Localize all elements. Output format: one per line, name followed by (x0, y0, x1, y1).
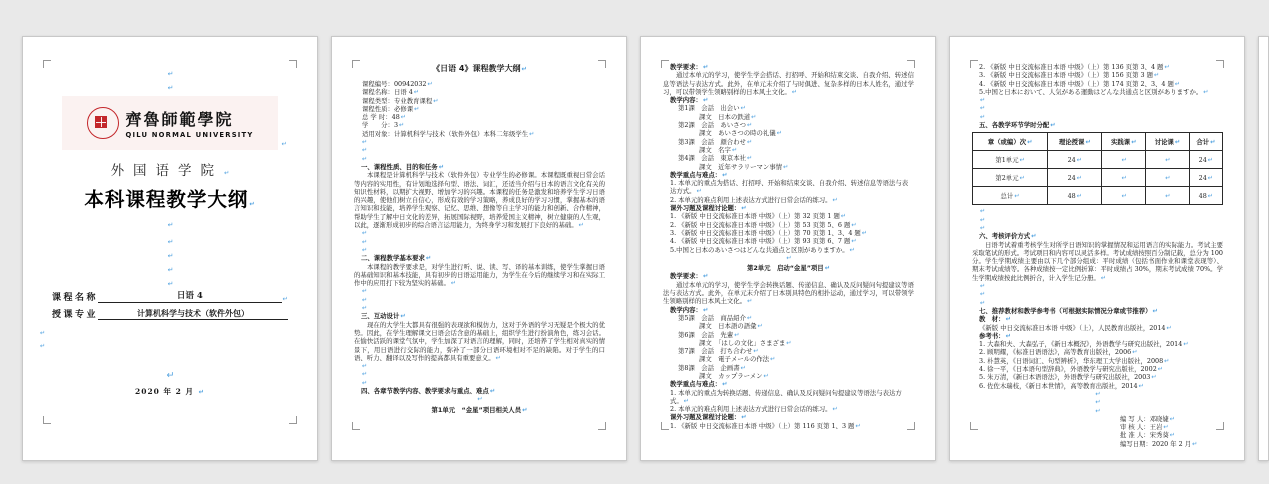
list-item: 5.中国と日本のあいさつはどんな共通点と区別がありますか。↵ (670, 245, 856, 254)
paragraph-mark-icon: ↵ (1207, 173, 1214, 182)
page-2-syllabus[interactable] (331, 36, 627, 461)
paragraph-mark-icon: ↵ (1005, 331, 1011, 340)
table-cell (1102, 187, 1146, 205)
paragraph-mark-icon: ↵ (167, 280, 174, 288)
paragraph-mark-icon: ↵ (746, 121, 753, 130)
section-heading: 一、课程性质、目的和任务↵ (361, 162, 445, 171)
paragraph-mark-icon: ↵ (763, 371, 769, 380)
course-name-value: 日语 4 (98, 291, 282, 303)
paragraph-mark-icon: ↵ (849, 245, 856, 254)
university-logo (62, 96, 287, 150)
section-heading: 课外习题及课程讨论题：↵ (670, 413, 747, 422)
course-info-line: 课程性质：必修课↵ (362, 104, 420, 113)
paragraph-mark-icon: ↵ (1165, 173, 1171, 182)
cover-content (23, 37, 317, 460)
lesson-text-line: 課文 近年サラリーマン事情↵ (699, 162, 789, 171)
section-heading: 教学要求：↵ (670, 63, 709, 71)
paragraph-mark-icon: ↵ (740, 104, 746, 113)
paragraph-mark-icon: ↵ (40, 329, 46, 337)
paragraph-mark-icon: ↵ (167, 266, 174, 274)
paragraph-mark-icon: ↵ (399, 121, 405, 130)
paragraph-mark-line (354, 287, 605, 295)
table-row (973, 169, 1223, 187)
paragraph: 通过本单元的学习，使学生学会搭话、打招呼、开始和结束交谈、自我介绍、转述信息等语法与表达方式。此外，在单元末介绍了与时俱进、复杂多样的日本人姓名，通过学习，可以带领学生领略别样的日本风土文化。↵ (663, 71, 914, 96)
paragraph-mark-icon: ↵ (1207, 155, 1214, 164)
lesson-text-line: 課文 「はしの文化」さまざま↵ (699, 338, 792, 347)
signature-line: 编写日期：2020 年 2 月↵ (1120, 439, 1198, 448)
paragraph-mark-icon: ↵ (1095, 389, 1101, 398)
table-cell: 第1单元↵ (973, 151, 1048, 169)
university-name-en: QILU NORMAL UNIVERSITY (125, 131, 254, 139)
paragraph-mark-line (972, 398, 1223, 406)
list-item: 4. 《新版 中日交流标准日本语 中级》（上）第 174 页第 2、3、4 题↵ (979, 79, 1181, 88)
paragraph-mark-icon: ↵ (786, 253, 792, 262)
lesson-line: 第4課 会話 東京本社↵ (678, 154, 753, 163)
paragraph-mark-icon: ↵ (1050, 121, 1056, 130)
paragraph-mark-icon: ↵ (425, 254, 432, 263)
list-item: 《新版 中日交流标准日本语 中级》（上），人民教育出版社，2014↵ (979, 323, 1172, 332)
lesson-text-line: 課文 名字↵ (699, 145, 738, 154)
university-name-cn: 齊魯師範學院 (125, 110, 234, 129)
section-heading: 教 材：↵ (979, 315, 1011, 324)
paragraph-mark-icon: ↵ (450, 279, 457, 288)
list-item: 3. 《新版 中日交流标准日本语 中级》（上）第 70 页第 1、3、4 题↵ (670, 228, 868, 237)
lesson-line: 第5課 会話 商品紹介↵ (678, 313, 753, 322)
signature-line: 批 准 人：宋秀葵↵ (1120, 431, 1176, 440)
paragraph-mark-icon: ↵ (1165, 155, 1171, 164)
major-field (52, 303, 288, 320)
paragraph-mark-icon: ↵ (746, 154, 753, 163)
paragraph-mark-line (23, 271, 317, 288)
paragraph-mark-icon: ↵ (1019, 174, 1025, 183)
paragraph-mark-line (23, 212, 317, 229)
unit-heading: 第1单元 “金星”项目相关人员↵ (431, 405, 528, 414)
major-value: 计算机科学与技术（软件外包） (98, 308, 288, 320)
paragraph-mark-line (23, 243, 317, 260)
page-3-body (663, 63, 914, 431)
list-item: 5. 朱万清，《新日本语语法》，外语教学与研究出版社，2003↵ (979, 373, 1157, 382)
paragraph-mark-icon: ↵ (824, 264, 831, 273)
paragraph-mark-icon: ↵ (1157, 365, 1164, 374)
paragraph-mark-icon: ↵ (980, 290, 986, 299)
paragraph-mark-line (354, 362, 605, 370)
paragraph: 本课程的教学要求是，对学生进行听、说、读、写、译的基本训练，使学生掌握日语的基础知识和基本技能，具有初步的日语运用能力，为学生在今后的继续学习和在实际工作中的应用打下较为坚实的基础。↵ (354, 262, 605, 288)
paragraph-mark-icon: ↵ (980, 207, 986, 216)
paragraph-mark-line (972, 282, 1223, 290)
paragraph-mark-icon: ↵ (1132, 348, 1138, 357)
paragraph-mark-icon: ↵ (786, 338, 792, 347)
paragraph-mark-icon: ↵ (224, 169, 239, 177)
paragraph-mark-icon: ↵ (980, 112, 986, 121)
paragraph-mark-icon: ↵ (1203, 87, 1209, 96)
lesson-line: 第8課 会話 企画書↵ (678, 363, 746, 372)
section-heading: 教学重点与难点：↵ (670, 170, 728, 179)
paragraph-mark-icon: ↵ (362, 287, 368, 296)
paragraph-mark-icon: ↵ (400, 113, 407, 122)
paragraph-mark-icon: ↵ (1163, 423, 1169, 432)
cover-fields (52, 286, 288, 320)
paragraph-mark-icon: ↵ (1131, 138, 1137, 147)
college-name-text: 外国语学院 (110, 163, 224, 179)
list-item: 4. 徐一平，《日本语句型辞典》，外语教学与研究出版社，2002↵ (979, 365, 1164, 374)
paragraph-mark-icon: ↵ (167, 238, 174, 246)
paragraph-mark-icon: ↵ (529, 129, 535, 138)
paragraph-mark-icon: ↵ (1153, 71, 1160, 80)
page-4-body (972, 63, 1223, 448)
paragraph-mark-icon: ↵ (1169, 414, 1176, 423)
table-cell: 48↵ (1189, 187, 1222, 205)
paragraph-mark-icon: ↵ (696, 187, 702, 196)
paragraph-mark-icon: ↵ (1085, 138, 1091, 147)
paragraph-mark-icon: ↵ (1019, 156, 1025, 165)
paragraph-mark-icon: ↵ (362, 146, 368, 155)
paragraph-mark-icon: ↵ (1005, 315, 1011, 324)
paragraph-mark-line (23, 320, 317, 337)
cover-document-title (23, 184, 317, 212)
lesson-text-line: 課文 日本語の語彙↵ (699, 322, 763, 331)
paragraph-mark-icon: ↵ (522, 405, 528, 414)
paragraph-mark-icon: ↵ (362, 295, 368, 304)
paragraph: 日语考试着重考核学生对所学日语知识的掌握情况和运用语言的实际能力。考试主要采取笔试的形式。考试项目和内容可以灵活多样。考试成绩按照百分制记载，总分为 100 分。学生学期成绩主要由以下几个部分组成：平时成绩（包括书面作业和课堂表现等）、期末考试成绩等。各种成绩按一定比例折算：平时成绩占 30%，期末考试成绩 70%。学生学期成绩按此比例折合，计入学生记分册。↵ (972, 240, 1223, 282)
list-item: 3. 朴慧英，《日语词汇、句型辨析》，华东理工大学出版社，2008↵ (979, 356, 1170, 365)
paragraph-mark-icon: ↵ (495, 353, 501, 362)
paragraph-mark-icon: ↵ (1121, 173, 1127, 182)
table-row (973, 151, 1223, 169)
table-cell (1146, 151, 1190, 169)
course-info-line: 课程名称：日语 4↵ (362, 88, 420, 97)
table-header-cell: 理论授课↵ (1048, 133, 1102, 151)
paragraph-mark-icon: ↵ (747, 297, 753, 306)
paragraph-mark-icon: ↵ (861, 228, 868, 237)
paragraph-mark-line (354, 146, 605, 154)
lesson-text-line: 課文 電子メールの作法↵ (699, 355, 776, 364)
table-cell: 24↵ (1048, 169, 1102, 187)
paragraph-mark-icon: ↵ (702, 272, 709, 281)
paragraph-mark-icon: ↵ (1165, 191, 1171, 200)
paragraph-mark-line (972, 104, 1223, 112)
table-cell (1102, 151, 1146, 169)
paragraph: 本课程是计算机科学与技术（软件外包）专业学生的必修课。本课程既重视日常会话等内容的实用性，有计划地选择句型、语法、词汇，还适当介绍与日本的语言文化有关的知识性材料，以期扩大视野、增加学习的兴趣。本课程的任务是激发和培养学生学习日语的兴趣，使他们树立自信心，形成有效的学习策略，养成良好的学习习惯，掌握基本的语言知识和技能，培养学生观察、记忆、思维、想像等自主学习的能力和创新、合作精神，帮助学生了解中日文化的差异，拓展国际视野，培养爱国主义精神，树立健康的人生观，以此，逐渐形成初步的综合语言运用能力，为终身学习和发展打下良好的基础。↵ (354, 171, 605, 230)
paragraph-mark-line (23, 346, 317, 363)
table-cell: 24↵ (1189, 169, 1222, 187)
paragraph-mark-icon: ↵ (362, 138, 368, 147)
paragraph-mark-line (354, 379, 605, 387)
paragraph-mark-line (663, 254, 914, 262)
paragraph-mark-icon: ↵ (521, 65, 527, 73)
paragraph-mark-icon: ↵ (791, 87, 798, 96)
section-heading: 四、各章节教学内容、教学要求与重点、难点↵ (361, 386, 496, 395)
table-cell: 24↵ (1189, 151, 1222, 169)
paragraph-mark-icon: ↵ (1076, 191, 1083, 200)
lesson-line: 第1課 会話 出会い↵ (678, 104, 746, 113)
paragraph-mark-line (23, 333, 317, 350)
paragraph-mark-icon: ↵ (167, 70, 174, 78)
paragraph-mark-icon: ↵ (1164, 63, 1170, 71)
paragraph-mark-icon: ↵ (1121, 155, 1127, 164)
paragraph-mark-icon: ↵ (1183, 340, 1189, 349)
paragraph-mark-icon: ↵ (1174, 138, 1181, 147)
paragraph-mark-line (972, 207, 1223, 215)
list-item: 2. 本单元的难点利用上述表达方式进行日常会话的练习。↵ (670, 195, 838, 204)
paragraph-mark-icon: ↵ (413, 88, 420, 97)
section-heading: 教学重点与难点：↵ (670, 380, 728, 389)
list-item: 1. 大森和夫、大森弘子，《新日本概況》，外语教学与研究出版社，2014↵ (979, 340, 1189, 349)
paragraph-mark-icon: ↵ (741, 204, 747, 213)
paragraph-mark-icon: ↵ (722, 380, 728, 389)
paragraph-mark-icon: ↵ (832, 405, 838, 414)
paragraph-mark-icon: ↵ (362, 362, 368, 371)
paragraph-mark-line (972, 216, 1223, 224)
paragraph-mark-line (972, 96, 1223, 104)
paragraph-mark-icon: ↵ (980, 282, 986, 291)
paragraph-mark-icon: ↵ (167, 84, 174, 92)
course-info-line: 课程类型：专业教育课程↵ (362, 96, 439, 105)
list-item: 1. 《新版 中日交流标准日本语 中级》（上）第 116 页第 1、3 题↵ (670, 421, 861, 430)
lesson-text-line: 課文 カップラーメン↵ (699, 371, 769, 380)
cover-document-title-text: 本科课程教学大纲 (84, 188, 249, 211)
lesson-line: 第6課 会話 先輩↵ (678, 330, 740, 339)
paragraph-mark-icon: ↵ (1095, 406, 1101, 415)
paragraph-mark-icon: ↵ (400, 312, 406, 321)
table-cell (1146, 187, 1190, 205)
paragraph-mark-icon: ↵ (1100, 273, 1107, 282)
paragraph-mark-icon: ↵ (249, 200, 256, 208)
list-item: 2. 本单元的难点利用上述表达方式进行日常会话的练习。↵ (670, 405, 838, 414)
paragraph-mark-line (354, 370, 605, 378)
paragraph-mark-icon: ↵ (489, 386, 496, 395)
paragraph-mark-icon: ↵ (362, 154, 368, 163)
paragraph-mark-icon: ↵ (167, 252, 174, 260)
paragraph-mark-icon: ↵ (734, 330, 740, 339)
unit-heading: 第2单元 启动“金星”项目↵ (746, 264, 831, 273)
paragraph-mark-icon: ↵ (776, 129, 783, 138)
paragraph-mark-icon: ↵ (362, 229, 368, 238)
paragraph-mark-icon: ↵ (740, 363, 746, 372)
paragraph-mark-line (354, 246, 605, 254)
table-cell: 24↵ (1048, 151, 1102, 169)
paragraph-mark-icon: ↵ (722, 170, 728, 179)
paragraph-mark-icon: ↵ (851, 237, 857, 246)
paragraph-mark-icon: ↵ (1152, 306, 1158, 315)
list-item: 4. 《新版 中日交流标准日本语 中级》（上）第 93 页第 6、7 题↵ (670, 237, 857, 246)
paragraph-mark-icon: ↵ (980, 223, 986, 232)
paragraph-mark-icon: ↵ (427, 80, 433, 88)
paragraph-mark-icon: ↵ (1164, 356, 1170, 365)
paragraph-mark-icon: ↵ (980, 298, 986, 307)
paragraph-mark-line (972, 407, 1223, 415)
section-heading: 教学内容：↵ (670, 96, 709, 105)
list-item: 2. 《新版 中日交流标准日本语 中级》（上）第 53 页第 5、6 题↵ (670, 220, 857, 229)
paragraph-mark-icon: ↵ (746, 313, 753, 322)
paragraph-mark-line (23, 229, 317, 246)
paragraph-mark-icon: ↵ (167, 221, 174, 229)
paragraph-mark-line (354, 395, 605, 403)
table-header-cell: 实践课↵ (1102, 133, 1146, 151)
list-item: 1. 本单元的重点为转换话题、传递信息、确认及反问疑问句提建议等语法与表达方式。↵ (670, 388, 902, 405)
paragraph-mark-icon: ↵ (757, 322, 763, 331)
paragraph-mark-icon: ↵ (438, 162, 445, 171)
course-info-line: 课程编号：00942032↵ (362, 80, 433, 88)
lesson-line: 第3課 会話 顔合わせ↵ (678, 137, 753, 146)
table-header-cell: 章（或编）次↵ (973, 133, 1048, 151)
paragraph-mark-icon: ↵ (362, 237, 368, 246)
signature-line: 审 核 人：王岩↵ (1120, 423, 1169, 432)
paragraph-mark-icon: ↵ (477, 395, 483, 404)
paragraph-mark-line (23, 363, 317, 383)
table-row (973, 187, 1223, 205)
course-info-line: 总 学 时：48↵ (362, 113, 407, 122)
paragraph-mark-icon: ↵ (702, 63, 709, 71)
table-header-cell: 讨论课↵ (1146, 133, 1190, 151)
paragraph-mark-line (23, 37, 317, 78)
paragraph-mark-line (972, 299, 1223, 307)
paragraph-mark-icon: ↵ (980, 215, 986, 224)
paragraph-mark-icon: ↵ (166, 370, 175, 381)
cover-date-text: 2020 年 2 月 (135, 387, 194, 396)
table-cell (1146, 169, 1190, 187)
paragraph: 现在的大学生大都具有很强的表现欲和模仿力，这对于外语的学习无疑是个极大的优势。因此，在学生理解课文日语会话含意的基础上，组织学生进行扮演角色，练习会话。在愉快活跃的课堂气氛中，学生加深了对语言的理解，同时，还培养了学生相对真实的情景下，用日语进行交际的能力，弥补了一部分日语环境相对不足的缺陷。对于学生的口语、听力、翻译以及写作的提高都具有重要意义。↵ (354, 320, 605, 362)
paragraph-mark-icon: ↵ (832, 195, 838, 204)
hours-allocation-table (972, 132, 1223, 205)
paragraph-mark-line (354, 296, 605, 304)
section-heading: 教学要求：↵ (670, 272, 709, 281)
lesson-line: 第2課 会話 あいさつ↵ (678, 121, 753, 130)
page-5-edge[interactable] (1258, 36, 1269, 461)
paragraph-mark-icon: ↵ (980, 104, 986, 113)
paragraph-mark-line (354, 229, 605, 237)
paragraph-mark-icon: ↵ (683, 396, 690, 405)
paragraph-mark-icon: ↵ (1192, 439, 1198, 448)
page-1-cover[interactable] (22, 36, 318, 461)
section-heading: 教学内容：↵ (670, 305, 709, 314)
list-item: 2. 顾明耀，《标准日语语法》，高等教育出版社，2006↵ (979, 348, 1138, 357)
signature-line: 编 写 人：邓晓婕↵ (1120, 414, 1176, 423)
paragraph-mark-icon: ↵ (1031, 232, 1037, 241)
course-info-line: 适用对象：计算机科学与技术（软件外包）本科二年级学生↵ (362, 129, 535, 138)
paragraph-mark-icon: ↵ (1207, 191, 1214, 200)
paragraph-mark-icon: ↵ (1095, 398, 1101, 407)
paragraph-mark-icon: ↵ (433, 96, 439, 105)
lesson-text-line: 課文 日本の鉄道↵ (699, 112, 757, 121)
paragraph-mark-icon: ↵ (362, 245, 368, 254)
paragraph-mark-line (972, 290, 1223, 298)
cover-date (23, 386, 317, 397)
page-2-body (354, 63, 605, 431)
list-item: 6. 佐佐木瑞枝，《新日本世情》，高等教育出版社，2014↵ (979, 381, 1144, 390)
table-cell: 第2单元↵ (973, 169, 1048, 187)
paragraph-mark-icon: ↵ (1121, 191, 1127, 200)
university-seal-icon (87, 107, 119, 139)
page-4-syllabus[interactable] (949, 36, 1245, 461)
paragraph-mark-icon: ↵ (741, 413, 747, 422)
page-3-syllabus[interactable] (640, 36, 936, 461)
paragraph-mark-icon: ↵ (1027, 138, 1033, 147)
paragraph-mark-icon: ↵ (753, 347, 759, 356)
paragraph-mark-line (354, 155, 605, 163)
course-name-label: 课程名称 (52, 293, 99, 303)
paragraph-mark-icon: ↵ (1076, 173, 1083, 182)
paragraph-mark-icon: ↵ (40, 342, 46, 350)
paragraph-mark-icon: ↵ (281, 140, 287, 148)
table-cell (1102, 169, 1146, 187)
paragraph-mark-line (972, 390, 1223, 398)
college-name (23, 159, 317, 179)
paragraph-mark-icon: ↵ (198, 388, 205, 396)
paragraph-mark-line (354, 238, 605, 246)
paragraph-mark-icon: ↵ (1014, 192, 1020, 201)
paragraph-mark-icon: ↵ (1076, 155, 1083, 164)
section-heading: 三、互动设计↵ (361, 312, 406, 321)
paragraph-mark-line (354, 138, 605, 146)
table-cell: 48↵ (1048, 187, 1102, 205)
course-info-line: 学 分：3↵ (362, 121, 405, 130)
paragraph-mark-icon: ↵ (855, 421, 861, 430)
major-label: 授课专业 (52, 310, 99, 320)
paragraph-mark-icon: ↵ (282, 295, 288, 303)
paragraph-mark-icon: ↵ (362, 378, 368, 387)
paragraph-mark-icon: ↵ (851, 220, 857, 229)
course-name-field (52, 286, 288, 303)
paragraph-mark-icon: ↵ (746, 137, 753, 146)
paragraph-mark-icon: ↵ (731, 145, 738, 154)
seal-square-icon (95, 116, 107, 128)
paragraph-mark-icon: ↵ (783, 162, 789, 171)
paragraph-mark-icon: ↵ (362, 370, 368, 379)
paragraph-mark-icon: ↵ (980, 96, 986, 105)
table-header-cell: 合计↵ (1189, 133, 1222, 151)
paragraph-mark-icon: ↵ (702, 96, 709, 105)
section-heading: 参考书：↵ (979, 331, 1011, 340)
paragraph-mark-line (972, 113, 1223, 121)
paragraph-mark-icon: ↵ (1174, 79, 1181, 88)
paragraph-mark-icon: ↵ (1151, 373, 1157, 382)
paragraph-mark-icon: ↵ (1166, 323, 1172, 332)
paragraph-mark-icon: ↵ (1169, 431, 1176, 440)
section-heading: 七、推荐教材和教学参考书（可根据实际情况分章或节推荐）↵ (979, 306, 1158, 315)
page-title: 《日语 4》课程教学大纲↵ (432, 64, 527, 73)
list-item: 3. 《新版 中日交流标准日本语 中级》（上）第 156 页第 3 题↵ (979, 71, 1160, 80)
paragraph-mark-icon: ↵ (702, 305, 709, 314)
paragraph: 通过本单元的学习，使学生学会转换话题、传递信息、确认及反问疑问句提建议等语法与表达方式。此外，在单元末介绍了日本别具特色的相扑运动，通过学习，可以带领学生领略别样的日本风土文化。↵ (663, 280, 914, 306)
paragraph-mark-line (23, 75, 317, 92)
paragraph-mark-icon: ↵ (1210, 138, 1216, 147)
section-heading: 二、课程教学基本要求↵ (361, 254, 432, 263)
list-item: 1. 《新版 中日交流标准日本语 中级》（上）第 32 页第 1 题↵ (670, 212, 847, 221)
paragraph-mark-icon: ↵ (414, 104, 420, 113)
university-logotype (126, 107, 254, 139)
lesson-line: 第7課 会話 打ち合わせ↵ (678, 347, 759, 356)
paragraph-mark-icon: ↵ (770, 355, 776, 364)
paragraph-mark-line (23, 257, 317, 274)
list-item: 1. 本单元的重点为搭话、打招呼、开始和结束交谈、自我介绍、转述信息等语法与表达方式。↵ (670, 179, 909, 196)
paragraph-mark-icon: ↵ (840, 212, 847, 221)
paragraph-mark-icon: ↵ (751, 112, 757, 121)
table-cell: 总计↵ (973, 187, 1048, 205)
paragraph-mark-icon: ↵ (1138, 381, 1144, 390)
paragraph-mark-icon: ↵ (578, 221, 585, 230)
section-heading: 六、考核评价方式↵ (979, 232, 1037, 241)
list-item: 5.中国と日本において、人気がある運動はどんな共通点と区別がありますか。↵ (979, 87, 1209, 96)
list-item: 2. 《新版 中日交流标准日本语 中级》（上）第 136 页第 3、4 题↵ (979, 63, 1170, 71)
lesson-text-line: 課文 あいさつの時の礼儀↵ (699, 129, 783, 138)
section-heading: 五、各教学环节学时分配↵ (979, 121, 1056, 130)
section-heading: 课外习题及课程讨论题：↵ (670, 204, 747, 213)
paragraph-mark-icon: ↵ (362, 304, 368, 313)
